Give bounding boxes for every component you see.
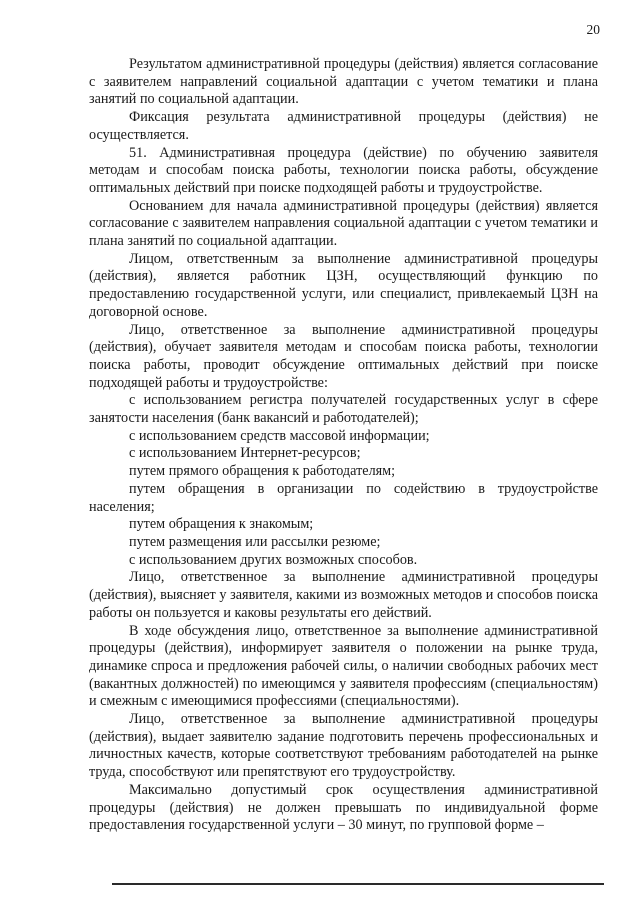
paragraph-assignment: Лицо, ответственное за выполнение административной процедуры (действия), выдает заявителю задание подготовить перечень профессиональных и личностных качеств, которые соответствуют требованиям работодателей на рынке труда, способствуют или препятствуют его трудоустройству. <box>89 711 598 781</box>
paragraph-section-51-heading: 51. Административная процедура (действие) по обучению заявителя методам и способам поиска работы, технологии поиска работы, обсуждение оптимальных действий при поиске подходящей работы и трудоустройстве. <box>89 144 598 196</box>
list-item-acquaintances: путем обращения к знакомым; <box>129 516 314 533</box>
list-item-organizations: путем обращения в организации по содействию в трудоустройстве населения; <box>89 480 598 515</box>
paragraph-labor-market-info: В ходе обсуждения лицо, ответственное за выполнение административной процедуры (действия), информирует заявителя о положении на рынке труда, динамике спроса и предложения рабочей силы, о наличии свободных рабочих мест (вакантных должностей) по имеющимся у заявителя профессиям (специальностям) и смежным с имеющимися профессиями (специальностями). <box>89 622 598 710</box>
paragraph-clarifies-methods: Лицо, ответственное за выполнение административной процедуры (действия), выясняет у заявителя, какими из возможных методов и способов поиска работы он пользуется и каковы результаты его действий. <box>89 569 598 621</box>
list-item-resume: путем размещения или рассылки резюме; <box>129 533 381 550</box>
list-item-register: с использованием регистра получателей государственных услуг в сфере занятости населения (банк вакансий и работодателей); <box>89 392 598 427</box>
list-item-internet: с использованием Интернет-ресурсов; <box>129 445 361 462</box>
document-body <box>89 56 598 835</box>
list-item-employers: путем прямого обращения к работодателям; <box>129 463 396 480</box>
page-number: 20 <box>586 22 600 37</box>
paragraph-result-fixation: Фиксация результата административной процедуры (действия) не осуществляется. <box>89 109 598 143</box>
list-item-other-methods: с использованием других возможных способов. <box>129 551 418 568</box>
paragraph-basis: Основанием для начала административной процедуры (действия) является согласование с заявителем направления социальной адаптации с учетом тематики и плана занятий по социальной адаптации. <box>89 197 598 250</box>
bottom-divider <box>112 883 604 885</box>
paragraph-result-statement: Результатом административной процедуры (действия) является согласование с заявителем направлений социальной адаптации с учетом тематики и плана занятий по социальной адаптации. <box>89 56 598 108</box>
paragraph-responsible-person: Лицом, ответственным за выполнение административной процедуры (действия), является работник ЦЗН, осуществляющий функцию по предоставлению государственной услуги, или специалист, привлекаемый ЦЗН на договорной основе. <box>89 250 598 320</box>
paragraph-training-intro: Лицо, ответственное за выполнение административной процедуры (действия), обучает заявителя методам и способам поиска работы, технологии поиска работы, проводит обсуждение оптимальных действий при поиске подходящей работы и трудоустройстве: <box>89 321 598 391</box>
paragraph-max-duration: Максимально допустимый срок осуществления административной процедуры (действия) не должен превышать по индивидуальной форме предоставления государственной услуги – 30 минут, по групповой форме – <box>89 781 598 834</box>
list-item-mass-media: с использованием средств массовой информации; <box>129 427 430 444</box>
